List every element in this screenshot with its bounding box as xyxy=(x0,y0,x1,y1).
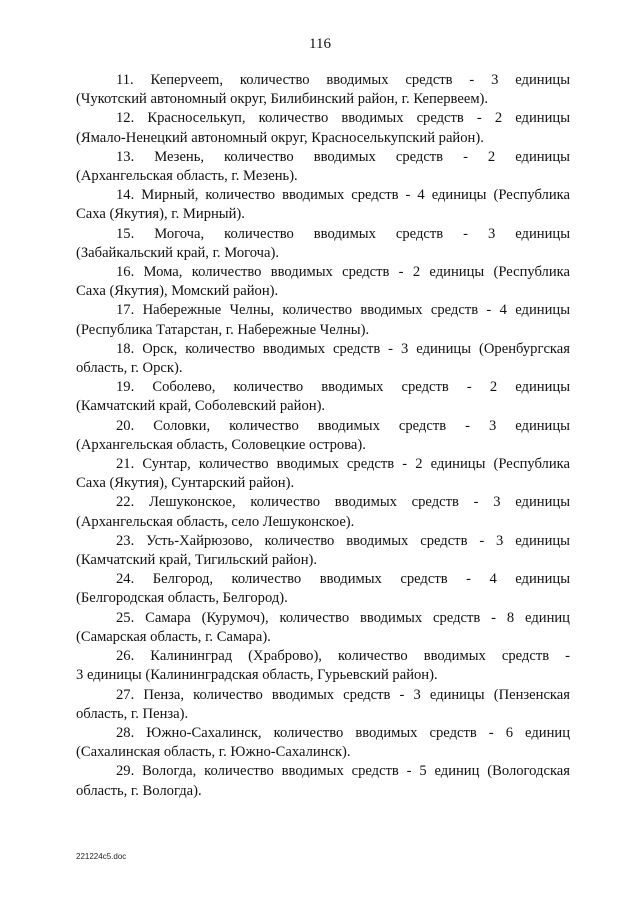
list-item xyxy=(76,109,570,147)
list-item xyxy=(76,493,570,531)
list-item xyxy=(76,724,570,762)
item-line-1: 18. Орск, количество вводимых средств - 3 единицы (Оренбургская xyxy=(116,340,570,357)
list-item xyxy=(76,686,570,724)
list-content xyxy=(76,71,570,801)
item-line-1: 22. Лешуконское, количество вводимых средств - 3 единицы xyxy=(116,494,570,511)
item-line-2: Саха (Якутия), Момский район). xyxy=(76,283,279,300)
list-item xyxy=(76,532,570,570)
list-item xyxy=(76,762,570,800)
item-line-1: 11. Кеперveem, количество вводимых средств - 3 единицы xyxy=(116,72,570,88)
item-line-2: 3 единицы (Калининградская область, Гурьевский район). xyxy=(76,667,438,684)
list-item xyxy=(76,455,570,493)
item-line-1: 17. Набережные Челны, количество вводимых средств - 4 единицы xyxy=(116,302,570,319)
item-line-1: 20. Соловки, количество вводимых средств - 3 единицы xyxy=(116,417,570,434)
item-line-2: Саха (Якутия), г. Мирный). xyxy=(76,206,245,223)
item-line-1: 28. Южно-Сахалинск, количество вводимых средств - 6 единиц xyxy=(116,724,570,741)
item-line-2: область, г. Вологда). xyxy=(76,782,202,799)
list-item xyxy=(76,340,570,378)
list-item xyxy=(76,301,570,339)
item-line-1: 23. Усть-Хайрюзово, количество вводимых средств - 3 единицы xyxy=(116,532,570,549)
item-line-1: 29. Вологда, количество вводимых средств - 5 единиц (Вологодская xyxy=(116,763,570,780)
list-item xyxy=(76,71,570,109)
list-item xyxy=(76,417,570,455)
item-line-1: 12. Красноселькуп, количество вводимых средств - 2 единицы xyxy=(116,110,570,127)
list-item xyxy=(76,378,570,416)
item-line-1: 21. Сунтар, количество вводимых средств - 2 единицы (Республика xyxy=(116,456,570,473)
list-item xyxy=(76,148,570,186)
item-line-2: область, г. Пенза). xyxy=(76,705,189,722)
list-item xyxy=(76,647,570,685)
item-line-2: (Самарская область, г. Самара). xyxy=(76,628,271,645)
list-item xyxy=(76,263,570,301)
item-line-2: (Ямало-Ненецкий автономный округ, Красноселькупский район). xyxy=(76,129,484,146)
item-line-2: (Забайкальский край, г. Могоча). xyxy=(76,244,279,261)
list-item xyxy=(76,609,570,647)
document-filename: 221224c5.doc xyxy=(76,852,127,861)
item-line-2: (Республика Татарстан, г. Набережные Челны). xyxy=(76,321,370,338)
list-item xyxy=(76,186,570,224)
item-line-1: 13. Мезень, количество вводимых средств - 2 единицы xyxy=(116,148,570,165)
item-line-1: 16. Мома, количество вводимых средств - 2 единицы (Республика xyxy=(116,264,570,281)
item-line-1: 19. Соболево, количество вводимых средств - 2 единицы xyxy=(116,379,570,396)
list-item xyxy=(76,570,570,608)
item-line-1: 14. Мирный, количество вводимых средств - 4 единицы (Республика xyxy=(116,187,570,204)
item-line-2: (Белгородская область, Белгород). xyxy=(76,590,288,607)
item-line-1: 15. Могоча, количество вводимых средств - 3 единицы xyxy=(116,225,570,242)
item-line-2: (Архангельская область, г. Мезень). xyxy=(76,168,298,185)
item-line-2: (Архангельская область, село Лешуконское). xyxy=(76,513,355,530)
item-line-2: (Чукотский автономный округ, Билибинский район, г. Кепервеем). xyxy=(76,91,489,108)
item-line-1: 25. Самара (Курумоч), количество вводимых средств - 8 единиц xyxy=(116,609,570,626)
item-line-2: (Камчатский край, Тигильский район). xyxy=(76,552,318,569)
item-line-2: (Камчатский край, Соболевский район). xyxy=(76,398,326,415)
item-line-1: 27. Пенза, количество вводимых средств - 3 единицы (Пензенская xyxy=(116,686,570,703)
list-item xyxy=(76,225,570,263)
item-line-2: (Сахалинская область, г. Южно-Сахалинск). xyxy=(76,744,351,761)
item-line-1: 24. Белгород, количество вводимых средств - 4 единицы xyxy=(116,571,570,588)
item-line-2: (Архангельская область, Соловецкие острова). xyxy=(76,436,366,453)
item-line-2: область, г. Орск). xyxy=(76,360,183,377)
page-number: 116 xyxy=(309,36,331,52)
item-line-1: 26. Калининград (Храброво), количество вводимых средств - xyxy=(116,648,570,665)
item-line-2: Саха (Якутия), Сунтарский район). xyxy=(76,475,295,492)
